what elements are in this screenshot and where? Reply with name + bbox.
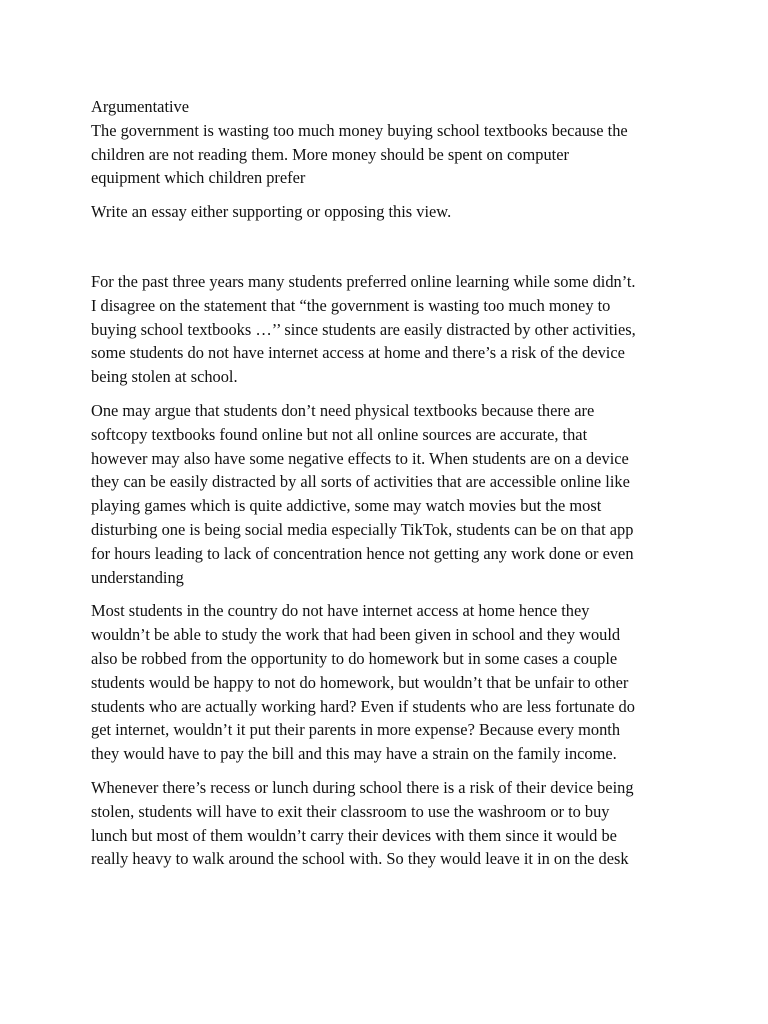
paragraph-line: lunch but most of them wouldn’t carry their devices with them since it would be [91, 825, 617, 845]
prompt-line: equipment which children prefer [91, 168, 306, 188]
section-gap [91, 224, 681, 270]
prompt-line: The government is wasting too much money buying school textbooks because the [91, 120, 628, 140]
paragraph-line: students who are actually working hard? Even if students who are less fortunate do [91, 696, 635, 716]
prompt-line: children are not reading them. More money should be spent on computer [91, 144, 569, 164]
paragraph-line: stolen, students will have to exit their classroom to use the washroom or to buy [91, 801, 610, 821]
paragraph-line: get internet, wouldn’t it put their parents in more expense? Because every month [91, 720, 621, 740]
document-heading: Argumentative [91, 97, 190, 116]
paragraph-line: they can be easily distracted by all sorts of activities that are accessible online like [91, 472, 630, 492]
paragraph-line: softcopy textbooks found online but not all online sources are accurate, that [91, 424, 588, 444]
paragraph-line: understanding [91, 567, 184, 587]
paragraph-line: playing games which is quite addictive, some may watch movies but the most [91, 496, 602, 516]
essay-paragraph-intro [91, 270, 681, 389]
paragraph-line: One may argue that students don’t need physical textbooks because there are [91, 400, 595, 420]
essay-paragraph-distraction [91, 399, 681, 589]
paragraph-line: wouldn’t be able to study the work that had been given in school and they would [91, 625, 621, 645]
essay-paragraph-internet-access [91, 599, 681, 766]
paragraph-line: buying school textbooks …’’ since students are easily distracted by other activities, [91, 319, 636, 339]
document-body [91, 95, 681, 881]
paragraph-line: being stolen at school. [91, 367, 238, 387]
paragraph-line: Most students in the country do not have internet access at home hence they [91, 601, 590, 621]
paragraph-line: really heavy to walk around the school with. So they would leave it in on the desk [91, 849, 629, 869]
paragraph-line: however may also have some negative effects to it. When students are on a device [91, 448, 629, 468]
paragraph-line: for hours leading to lack of concentration hence not getting any work done or even [91, 543, 634, 563]
paragraph-line: also be robbed from the opportunity to do homework but in some cases a couple [91, 648, 618, 668]
essay-prompt [91, 119, 681, 190]
paragraph-line: I disagree on the statement that “the government is wasting too much money to [91, 295, 611, 315]
paragraph-line: Whenever there’s recess or lunch during school there is a risk of their device being [91, 777, 634, 797]
paragraph-line: disturbing one is being social media especially TikTok, students can be on that app [91, 519, 634, 539]
paragraph-line: they would have to pay the bill and this may have a strain on the family income. [91, 744, 617, 764]
essay-paragraph-theft-risk [91, 776, 681, 871]
paragraph-line: For the past three years many students preferred online learning while some didn’t. [91, 271, 636, 291]
essay-instruction: Write an essay either supporting or opposing this view. [91, 202, 452, 222]
paragraph-line: students would be happy to not do homework, but wouldn’t that be unfair to other [91, 672, 629, 692]
paragraph-line: some students do not have internet access at home and there’s a risk of the device [91, 343, 625, 363]
